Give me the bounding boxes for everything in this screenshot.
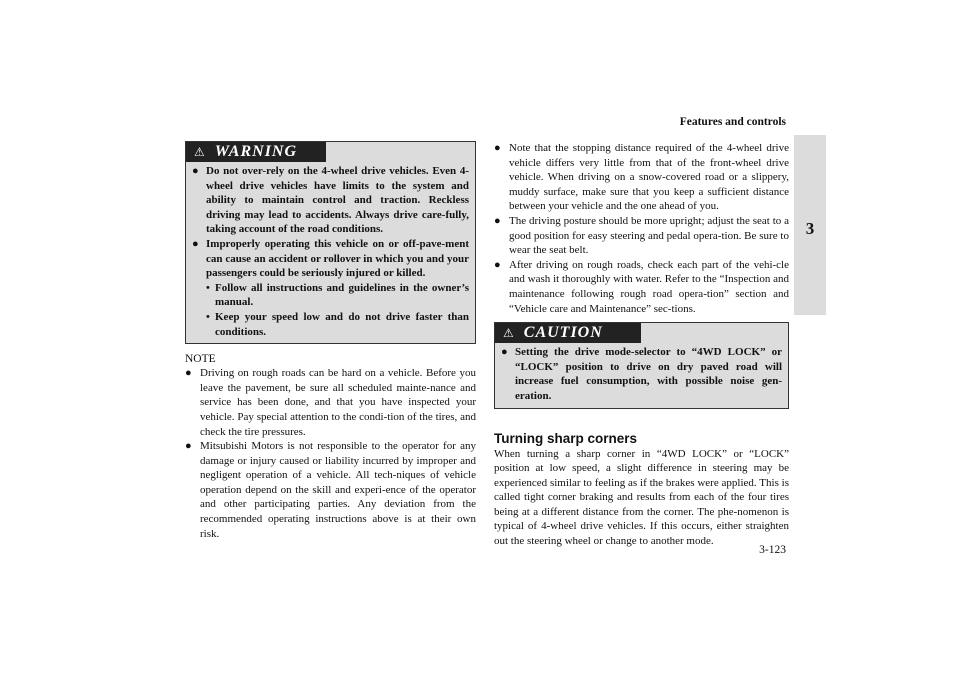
warning-title: WARNING [214,143,298,160]
bullet-icon: ● [185,367,192,380]
bullet-icon: ● [501,346,508,359]
warning-triangle-icon: ⚠ [194,144,205,159]
caution-box [494,322,789,408]
bullet-icon: ● [494,258,501,271]
bullet-icon: ● [494,142,501,154]
warning-item: ● Improperly operating this vehicle on or off-pave-ment can cause an accident or rollover in which you and your passengers could be seriously injured or killed. • Follow all instructions and guidelines in the owner’s manual. • Keep your speed low and do not drive faster than conditions. [192,237,469,338]
section-heading: Turning sharp corners [494,430,638,446]
warning-triangle-icon: ⚠ [503,325,514,340]
warning-title-bar [186,142,326,162]
caution-title-bar [495,323,641,343]
sub-bullet-icon: • [206,310,210,323]
note-item: ● The driving posture should be more upright; adjust the seat to a good position for easy steering and pedal opera-tion. Be sure to wear the seat belt. [494,214,789,257]
left-column [185,141,476,541]
note-item: ● Mitsubishi Motors is not responsible to the operator for any damage or injury caused or liability incurred by improper and negligent operation of a vehicle. All tech-niques of vehicle operation depend on the skill and experi-ence of the operator and other participating parties. Any deviation from the recommended operating instructions above is at their own risk. [185,440,476,540]
right-column [494,141,789,549]
bullet-icon: ● [494,214,501,227]
page-number: 3-123 [759,544,786,556]
bullet-icon: ● [192,165,199,177]
note-label: NOTE [185,353,216,366]
warning-box [185,141,476,344]
warning-subitem: • Follow all instructions and guidelines in the owner’s manual. [206,281,469,309]
caution-item: ● Setting the drive mode-selector to “4WD LOCK” or “LOCK” position to drive on dry paved road will increase fuel consumption, with possible noise gen-eration. [501,346,782,402]
section-body: When turning a sharp corner in “4WD LOCK” or “LOCK” position at low speed, a slight difference in steering may be experienced similar to feeling as if the brakes were applied. This is called tight corner braking and results from each of the four tires being at a different distance from the corner. The phe-nomenon is typical of 4-wheel drive vehicles. If this occurs, either straighten out the steering wheel or change to another mode. [494,447,789,548]
note-item: ● After driving on rough roads, check each part of the vehi-cle and wash it thoroughly with water. Refer to the “Inspection and maintenance following rough road opera-tion” section and “Vehicle care and Maintenance” sec-tions. [494,258,789,315]
warning-item: ● Do not over-rely on the 4-wheel drive vehicles. Even 4-wheel drive vehicles have limits to the system and ability to maintain control and traction. Reckless driving may lead to accidents. Always drive care-fully, taking account of the road conditions. [192,165,469,236]
chapter-number: 3 [805,219,815,238]
bullet-icon: ● [192,237,199,250]
caution-title: CAUTION [523,324,603,342]
chapter-tab [794,135,826,315]
warning-subitem: • Keep your speed low and do not drive faster than conditions. [206,310,469,338]
note-item: ● Driving on rough roads can be hard on a vehicle. Before you leave the pavement, be sure all scheduled mainte-nance and service has been done, and that you have inspected your vehicle. Pay special attention to the condi-tion of the tires, and check the tire pressures. [185,367,476,438]
page-header-title: Features and controls [679,116,786,128]
sub-bullet-icon: • [206,281,210,294]
bullet-icon: ● [185,440,192,453]
note-item: ● Note that the stopping distance required of the 4-wheel drive vehicle differs very little from that of the front-wheel drive vehicle. When driving on a snow-covered road or a slippery, muddy surface, make sure that you keep a sufficient distance between your vehicle and the one ahead of you. [494,142,789,213]
